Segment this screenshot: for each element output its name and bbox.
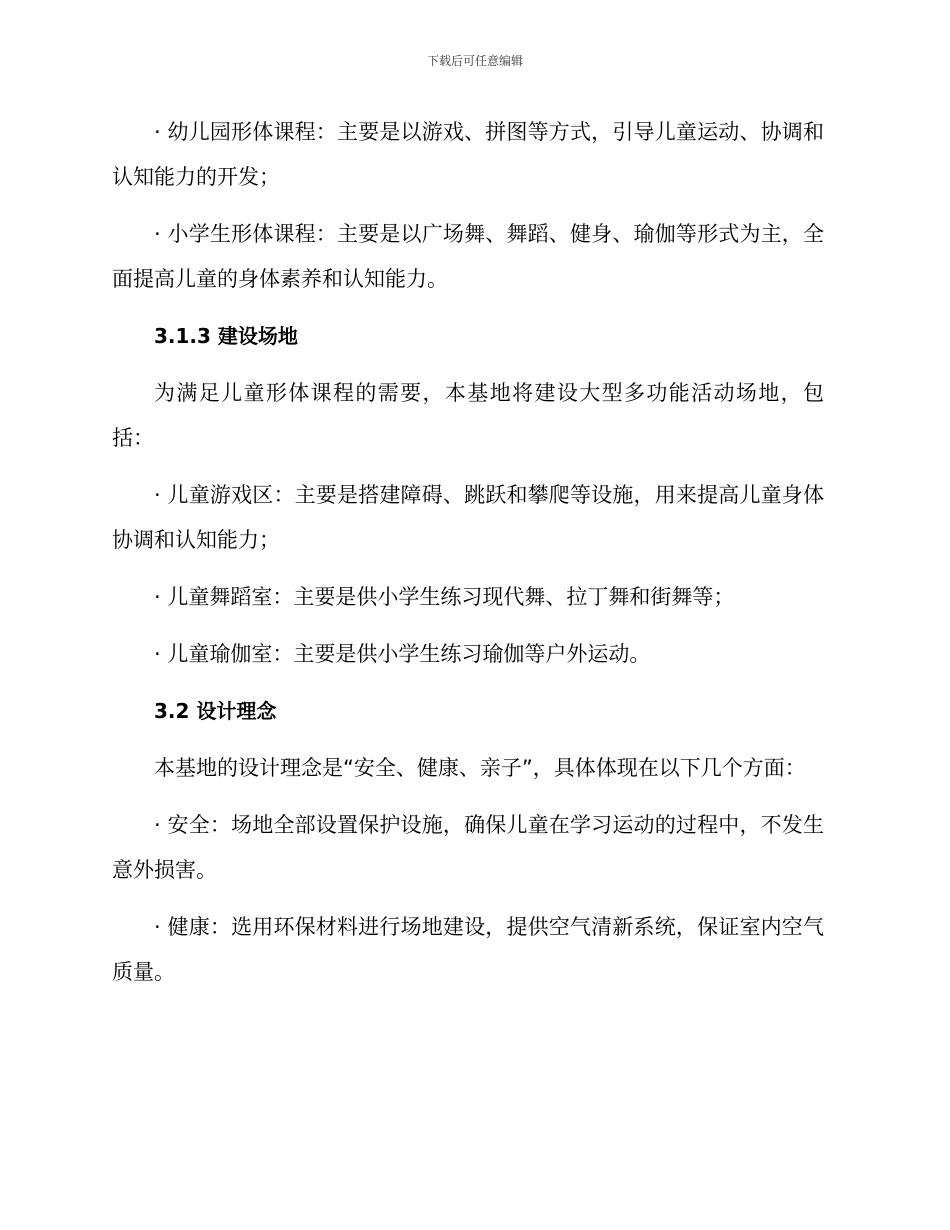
page-header: 下载后可任意编辑 bbox=[426, 54, 523, 68]
paragraph-dance-room: · 儿童舞蹈室：主要是供小学生练习现代舞、拉丁舞和街舞等； bbox=[154, 585, 735, 609]
paragraph-health: · 健康：选用环保材料进行场地建设，提供空气清新系统，保证室内空气质量。 bbox=[112, 915, 824, 984]
paragraph-kindergarten-course: · 幼儿园形体课程：主要是以游戏、拼图等方式，引导儿童运动、协调和认知能力的开发； bbox=[112, 120, 824, 189]
paragraph-yoga-room: · 儿童瑜伽室：主要是供小学生练习瑜伽等户外运动。 bbox=[154, 642, 651, 666]
paragraph-primary-course: · 小学生形体课程：主要是以广场舞、舞蹈、健身、瑜伽等形式为主，全面提高儿童的身体素养和认知能力。 bbox=[112, 222, 824, 291]
section-heading-design-concept: 3.2 设计理念 bbox=[154, 699, 277, 723]
paragraph-safety: · 安全：场地全部设置保护设施，确保儿童在学习运动的过程中，不发生意外损害。 bbox=[112, 813, 824, 882]
document-body bbox=[112, 110, 824, 1007]
paragraph-venue-intro: 为满足儿童形体课程的需要，本基地将建设大型多功能活动场地，包括： bbox=[112, 381, 824, 450]
paragraph-play-area: · 儿童游戏区：主要是搭建障碍、跳跃和攀爬等设施，用来提高儿童身体协调和认知能力； bbox=[112, 483, 824, 552]
section-heading-venue: 3.1.3 建设场地 bbox=[154, 324, 298, 348]
paragraph-concept-intro: 本基地的设计理念是“安全、健康、亲子”，具体体现在以下几个方面： bbox=[154, 756, 806, 780]
